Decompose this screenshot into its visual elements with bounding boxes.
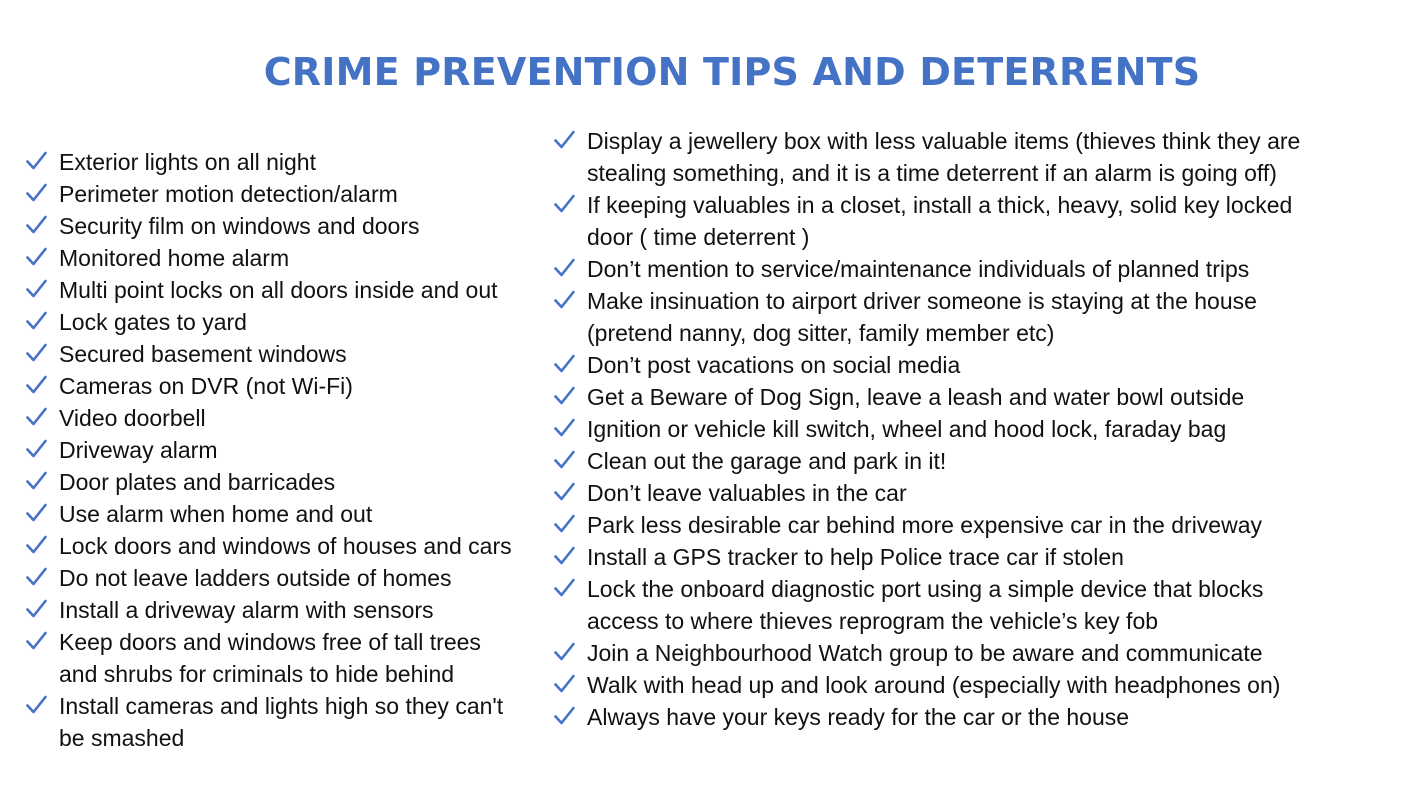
checkmark-icon [554, 669, 578, 701]
tip-text: stealing something, and it is a time deterrent if an alarm is going off) [587, 160, 1277, 186]
tip-text: Ignition or vehicle kill switch, wheel and hood lock, faraday bag [587, 416, 1227, 442]
left-tips-list [26, 146, 546, 754]
checkmark-icon [554, 445, 578, 477]
checkmark-icon [26, 434, 50, 466]
tip-item [26, 626, 546, 690]
tip-text: access to where thieves reprogram the vehicle’s key fob [587, 608, 1159, 634]
tip-item [26, 274, 546, 306]
tip-item [26, 498, 546, 530]
tip-text: Perimeter motion detection/alarm [59, 181, 398, 207]
tip-item [26, 306, 546, 338]
tip-text: Don’t post vacations on social media [587, 352, 961, 378]
checkmark-icon [554, 477, 578, 509]
tip-text: Driveway alarm [59, 437, 218, 463]
tip-text: Exterior lights on all night [59, 149, 316, 175]
tip-item [554, 349, 1394, 381]
tip-item [554, 541, 1394, 573]
checkmark-icon [26, 498, 50, 530]
tip-item [26, 402, 546, 434]
tip-text: and shrubs for criminals to hide behind [59, 661, 455, 687]
checkmark-icon [554, 349, 578, 381]
tip-text: Make insinuation to airport driver someone is staying at the house [587, 288, 1257, 314]
checkmark-icon [554, 125, 578, 157]
tip-text: Cameras on DVR (not Wi-Fi) [59, 373, 353, 399]
checkmark-icon [26, 466, 50, 498]
checkmark-icon [554, 541, 578, 573]
tip-item [554, 701, 1394, 733]
tip-item [554, 573, 1394, 637]
tip-text: Secured basement windows [59, 341, 347, 367]
tip-text: Display a jewellery box with less valuable items (thieves think they are [587, 128, 1301, 154]
tip-text: Do not leave ladders outside of homes [59, 565, 452, 591]
tip-text: door ( time deterrent ) [587, 224, 810, 250]
tip-item [554, 637, 1394, 669]
tip-text: be smashed [59, 725, 185, 751]
checkmark-icon [554, 701, 578, 733]
tip-item [26, 434, 546, 466]
tip-item [554, 125, 1394, 189]
tip-text: Multi point locks on all doors inside and out [59, 277, 498, 303]
tip-text: Walk with head up and look around (especially with headphones on) [587, 672, 1281, 698]
tip-text: Park less desirable car behind more expensive car in the driveway [587, 512, 1262, 538]
checkmark-icon [26, 146, 50, 178]
tip-item [554, 189, 1394, 253]
checkmark-icon [26, 690, 50, 722]
checkmark-icon [26, 562, 50, 594]
tip-text: Install cameras and lights high so they can't [59, 693, 504, 719]
tip-text: Don’t mention to service/maintenance individuals of planned trips [587, 256, 1250, 282]
tip-text: (pretend nanny, dog sitter, family member etc) [587, 320, 1055, 346]
tip-text: Clean out the garage and park in it! [587, 448, 947, 474]
checkmark-icon [554, 637, 578, 669]
checkmark-icon [26, 370, 50, 402]
checkmark-icon [26, 178, 50, 210]
checkmark-icon [554, 189, 578, 221]
tip-item [554, 285, 1394, 349]
checkmark-icon [26, 306, 50, 338]
tip-text: Use alarm when home and out [59, 501, 373, 527]
checkmark-icon [26, 210, 50, 242]
checkmark-icon [554, 381, 578, 413]
checkmark-icon [26, 594, 50, 626]
tip-text: Lock doors and windows of houses and cars [59, 533, 512, 559]
tip-item [26, 690, 546, 754]
tip-text: Join a Neighbourhood Watch group to be aware and communicate [587, 640, 1263, 666]
tip-text: Keep doors and windows free of tall trees [59, 629, 481, 655]
tip-text: Monitored home alarm [59, 245, 290, 271]
tip-item [26, 594, 546, 626]
tip-item [554, 253, 1394, 285]
tip-item [26, 338, 546, 370]
tip-item [554, 669, 1394, 701]
tip-text: Always have your keys ready for the car or the house [587, 704, 1130, 730]
tip-item [26, 242, 546, 274]
checkmark-icon [26, 626, 50, 658]
tip-text: Get a Beware of Dog Sign, leave a leash and water bowl outside [587, 384, 1245, 410]
tip-text: Door plates and barricades [59, 469, 336, 495]
tip-item [26, 370, 546, 402]
tip-text: Video doorbell [59, 405, 206, 431]
tip-text: If keeping valuables in a closet, install a thick, heavy, solid key locked [587, 192, 1293, 218]
tip-item [26, 210, 546, 242]
tip-text: Install a GPS tracker to help Police trace car if stolen [587, 544, 1124, 570]
tip-text: Security film on windows and doors [59, 213, 420, 239]
checkmark-icon [554, 285, 578, 317]
checkmark-icon [554, 413, 578, 445]
checkmark-icon [554, 573, 578, 605]
tip-item [554, 509, 1394, 541]
page-title: CRIME PREVENTION TIPS AND DETERRENTS [263, 50, 1201, 94]
tip-item [26, 146, 546, 178]
right-tips-list [554, 125, 1394, 733]
checkmark-icon [26, 530, 50, 562]
tip-item [26, 530, 546, 562]
tip-item [554, 477, 1394, 509]
checkmark-icon [554, 253, 578, 285]
tip-text: Install a driveway alarm with sensors [59, 597, 434, 623]
tip-item [554, 381, 1394, 413]
tip-text: Don’t leave valuables in the car [587, 480, 907, 506]
checkmark-icon [26, 402, 50, 434]
checkmark-icon [554, 509, 578, 541]
tip-item [554, 445, 1394, 477]
tip-item [26, 466, 546, 498]
tip-text: Lock gates to yard [59, 309, 247, 335]
checkmark-icon [26, 274, 50, 306]
tip-text: Lock the onboard diagnostic port using a simple device that blocks [587, 576, 1264, 602]
tip-item [26, 178, 546, 210]
checkmark-icon [26, 242, 50, 274]
checkmark-icon [26, 338, 50, 370]
tip-item [26, 562, 546, 594]
tip-item [554, 413, 1394, 445]
